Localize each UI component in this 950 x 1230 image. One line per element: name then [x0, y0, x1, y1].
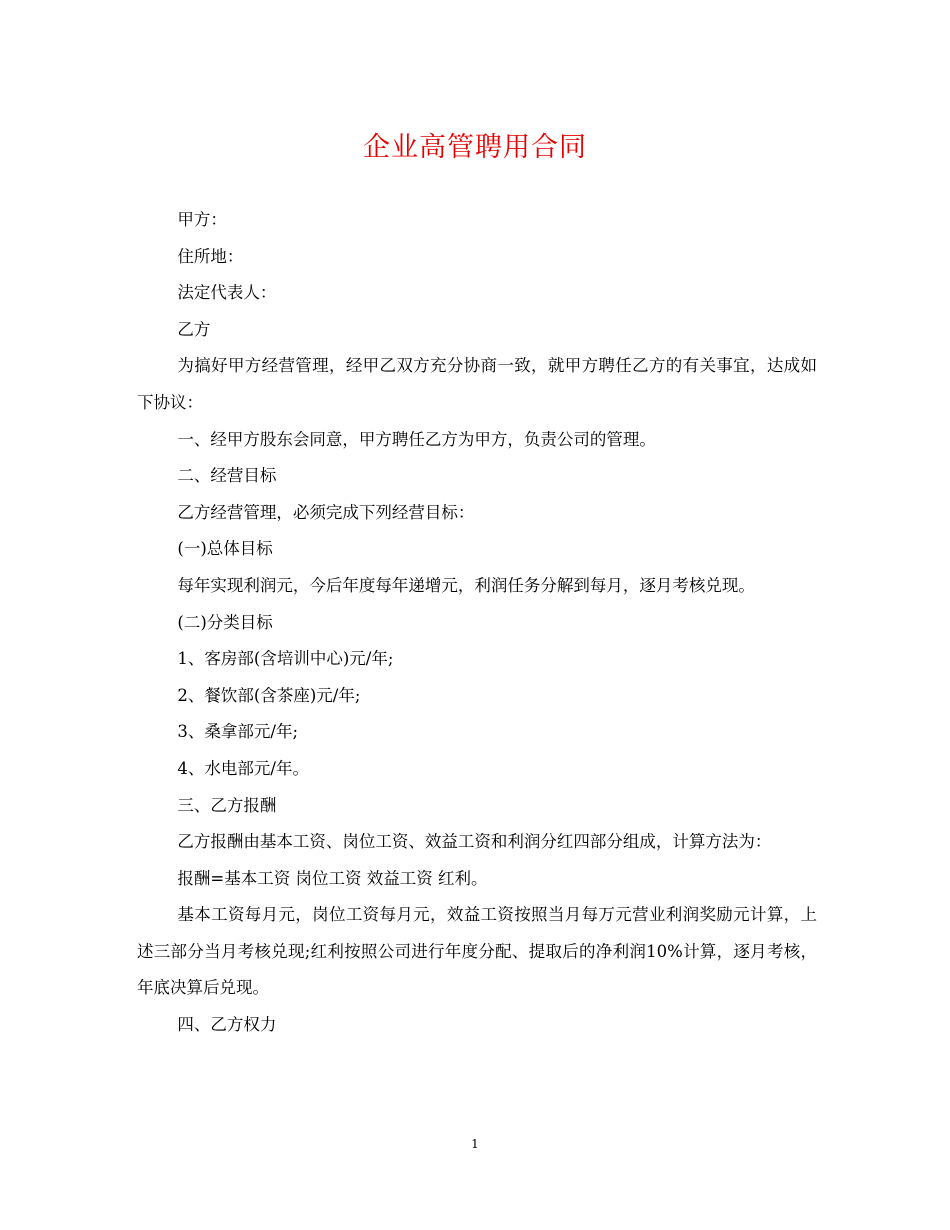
paragraph-clause-1: 一、经甲方股东会同意，甲方聘任乙方为甲方，负责公司的管理。 — [177, 429, 656, 449]
paragraph-target-utilities: 4、水电部元/年。 — [177, 758, 309, 778]
paragraph-heading-4: 四、乙方权力 — [177, 1015, 277, 1035]
paragraph-party-a: 甲方： — [177, 210, 227, 229]
paragraph-compensation-detail: 基本工资每月元，岗位工资每月元，效益工资按照当月每万元营业利润奖励元计算，上述三部分当月考核兑现;红利按照公司进行年度分配、提取后的净利润10%计算，逐月考核，年底决算后兑现。 — [137, 905, 817, 998]
paragraph-target-sauna: 3、桑拿部元/年; — [177, 722, 299, 742]
paragraph-address: 住所地： — [177, 246, 244, 266]
paragraph-overall-target: 每年实现利润元，今后年度每年递增元，利润任务分解到每月，逐月考核兑现。 — [177, 575, 755, 595]
paragraph-heading-3: 三、乙方报酬 — [177, 795, 277, 815]
paragraph-legal-representative: 法定代表人： — [177, 283, 277, 303]
paragraph-targets-intro: 乙方经营管理，必须完成下列经营目标： — [177, 502, 475, 522]
paragraph-overall-target-heading: (一)总体目标 — [177, 539, 273, 559]
paragraph-heading-2: 二、经营目标 — [177, 466, 277, 486]
paragraph-party-b: 乙方 — [177, 319, 211, 339]
paragraph-target-catering: 2、餐饮部(含茶座)元/年; — [177, 685, 361, 705]
paragraph-category-target-heading: (二)分类目标 — [177, 612, 273, 632]
document-body — [137, 202, 817, 1044]
paragraph-compensation-formula: 报酬=基本工资 岗位工资 效益工资 红利。 — [177, 868, 488, 888]
page-number: 1 — [471, 1137, 479, 1151]
paragraph-preamble: 为搞好甲方经营管理，经甲乙双方充分协商一致，就甲方聘任乙方的有关事宜，达成如下协议： — [137, 356, 817, 412]
document-title: 企业高管聘用合同 — [363, 132, 587, 163]
paragraph-target-rooms: 1、客房部(含培训中心)元/年; — [177, 649, 394, 669]
paragraph-compensation-intro: 乙方报酬由基本工资、岗位工资、效益工资和利润分红四部分组成，计算方法为： — [177, 832, 772, 852]
